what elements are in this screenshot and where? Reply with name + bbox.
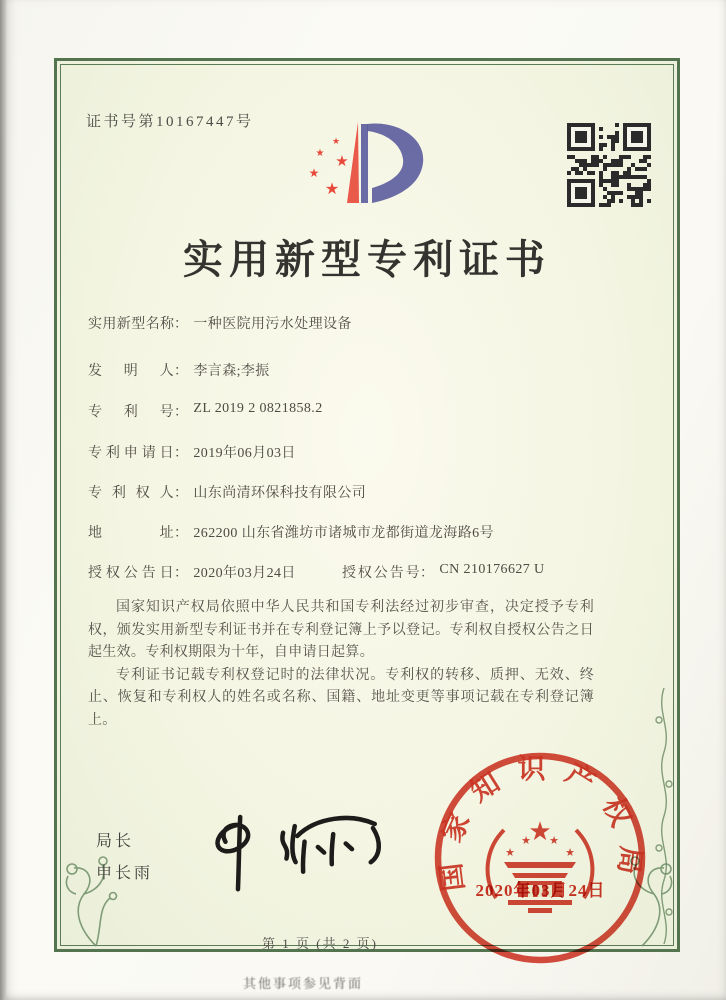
svg-text:★: ★ <box>549 834 559 847</box>
field-row-patentee <box>88 482 648 504</box>
logo-star-icon: ★ <box>308 166 320 180</box>
seal-ring-text: 国家知识产权局 <box>434 754 646 893</box>
page-number-footer: 第 1 页 (共 2 页) <box>262 936 378 951</box>
field-colon: ： <box>420 566 435 581</box>
svg-text:★: ★ <box>528 817 552 847</box>
field-colon: ： <box>174 566 189 581</box>
field-label: 专利申请日 <box>88 446 174 461</box>
svg-text:★: ★ <box>565 846 575 859</box>
logo-star-icon: ★ <box>331 137 341 147</box>
grant-date-value: 2020年03月24日 <box>193 566 296 581</box>
field-label: 专利号 <box>88 405 174 420</box>
field-label: 发明人 <box>88 364 174 379</box>
field-colon: ： <box>174 486 189 501</box>
field-row-patent-name <box>88 313 648 335</box>
grant-number-pair <box>342 562 545 582</box>
cnipa-official-seal-icon <box>430 748 650 968</box>
legal-paragraph: 国家知识产权局依照中华人民共和国专利法经过初步审查，决定授予专利权，颁发实用新型专利证书并在专利登记簿上予以登记。专利权自授权公告之日起生效。专利权期限为十年，自申请日起算。 <box>88 600 594 660</box>
field-colon: ： <box>174 317 189 332</box>
back-side-note: 其他事项参见背面 <box>242 976 363 991</box>
field-label: 地址 <box>88 526 174 541</box>
field-colon: ： <box>174 446 189 461</box>
field-row-inventors <box>88 360 648 382</box>
legal-paragraph: 专利证书记载专利权登记时的法律状况。专利权的转移、质押、无效、终止、恢复和专利权人的姓名或名称、国籍、地址变更等事项记载在专利登记簿上。 <box>88 667 594 728</box>
signer-title: 局长 <box>96 833 135 850</box>
grant-number-value: CN 210176627 U <box>439 562 545 577</box>
legal-text-block <box>88 597 594 732</box>
certificate-number: 证书号第10167447号 <box>86 114 254 130</box>
field-value: ZL 2019 2 0821858.2 <box>193 401 323 416</box>
svg-text:★: ★ <box>505 846 515 859</box>
signer-name: 申长雨 <box>96 865 154 882</box>
field-value: 李言森;李振 <box>193 364 270 379</box>
field-value: 山东尚清环保科技有限公司 <box>193 486 367 501</box>
field-value: 262200 山东省潍坊市诸城市龙都街道龙海路6号 <box>193 526 494 541</box>
grant-number-label: 授权公告号 <box>342 566 420 581</box>
cnipa-patent-logo-icon <box>292 100 440 225</box>
field-row-patent-number <box>88 401 648 423</box>
certificate-title: 实用新型专利证书 <box>183 237 551 282</box>
field-colon: ： <box>174 405 189 420</box>
field-row-filing-date <box>88 442 648 464</box>
field-colon: ： <box>174 526 189 541</box>
grant-date-label: 授权公告日 <box>88 566 174 581</box>
field-value: 2019年06月03日 <box>193 446 296 461</box>
field-value: 一种医院用污水处理设备 <box>193 317 352 332</box>
svg-text:★: ★ <box>521 834 531 847</box>
seal-date: 2020年03月24日 <box>475 881 606 900</box>
logo-star-icon: ★ <box>324 179 340 198</box>
field-label: 实用新型名称 <box>88 317 175 332</box>
field-colon: ： <box>174 364 189 379</box>
logo-star-icon: ★ <box>315 148 325 159</box>
field-row-grant <box>88 562 648 584</box>
field-row-address <box>88 522 648 544</box>
qr-code <box>566 122 652 208</box>
field-label: 专利权人 <box>88 486 174 501</box>
logo-star-icon: ★ <box>335 152 349 170</box>
commissioner-signature-icon <box>198 808 398 892</box>
